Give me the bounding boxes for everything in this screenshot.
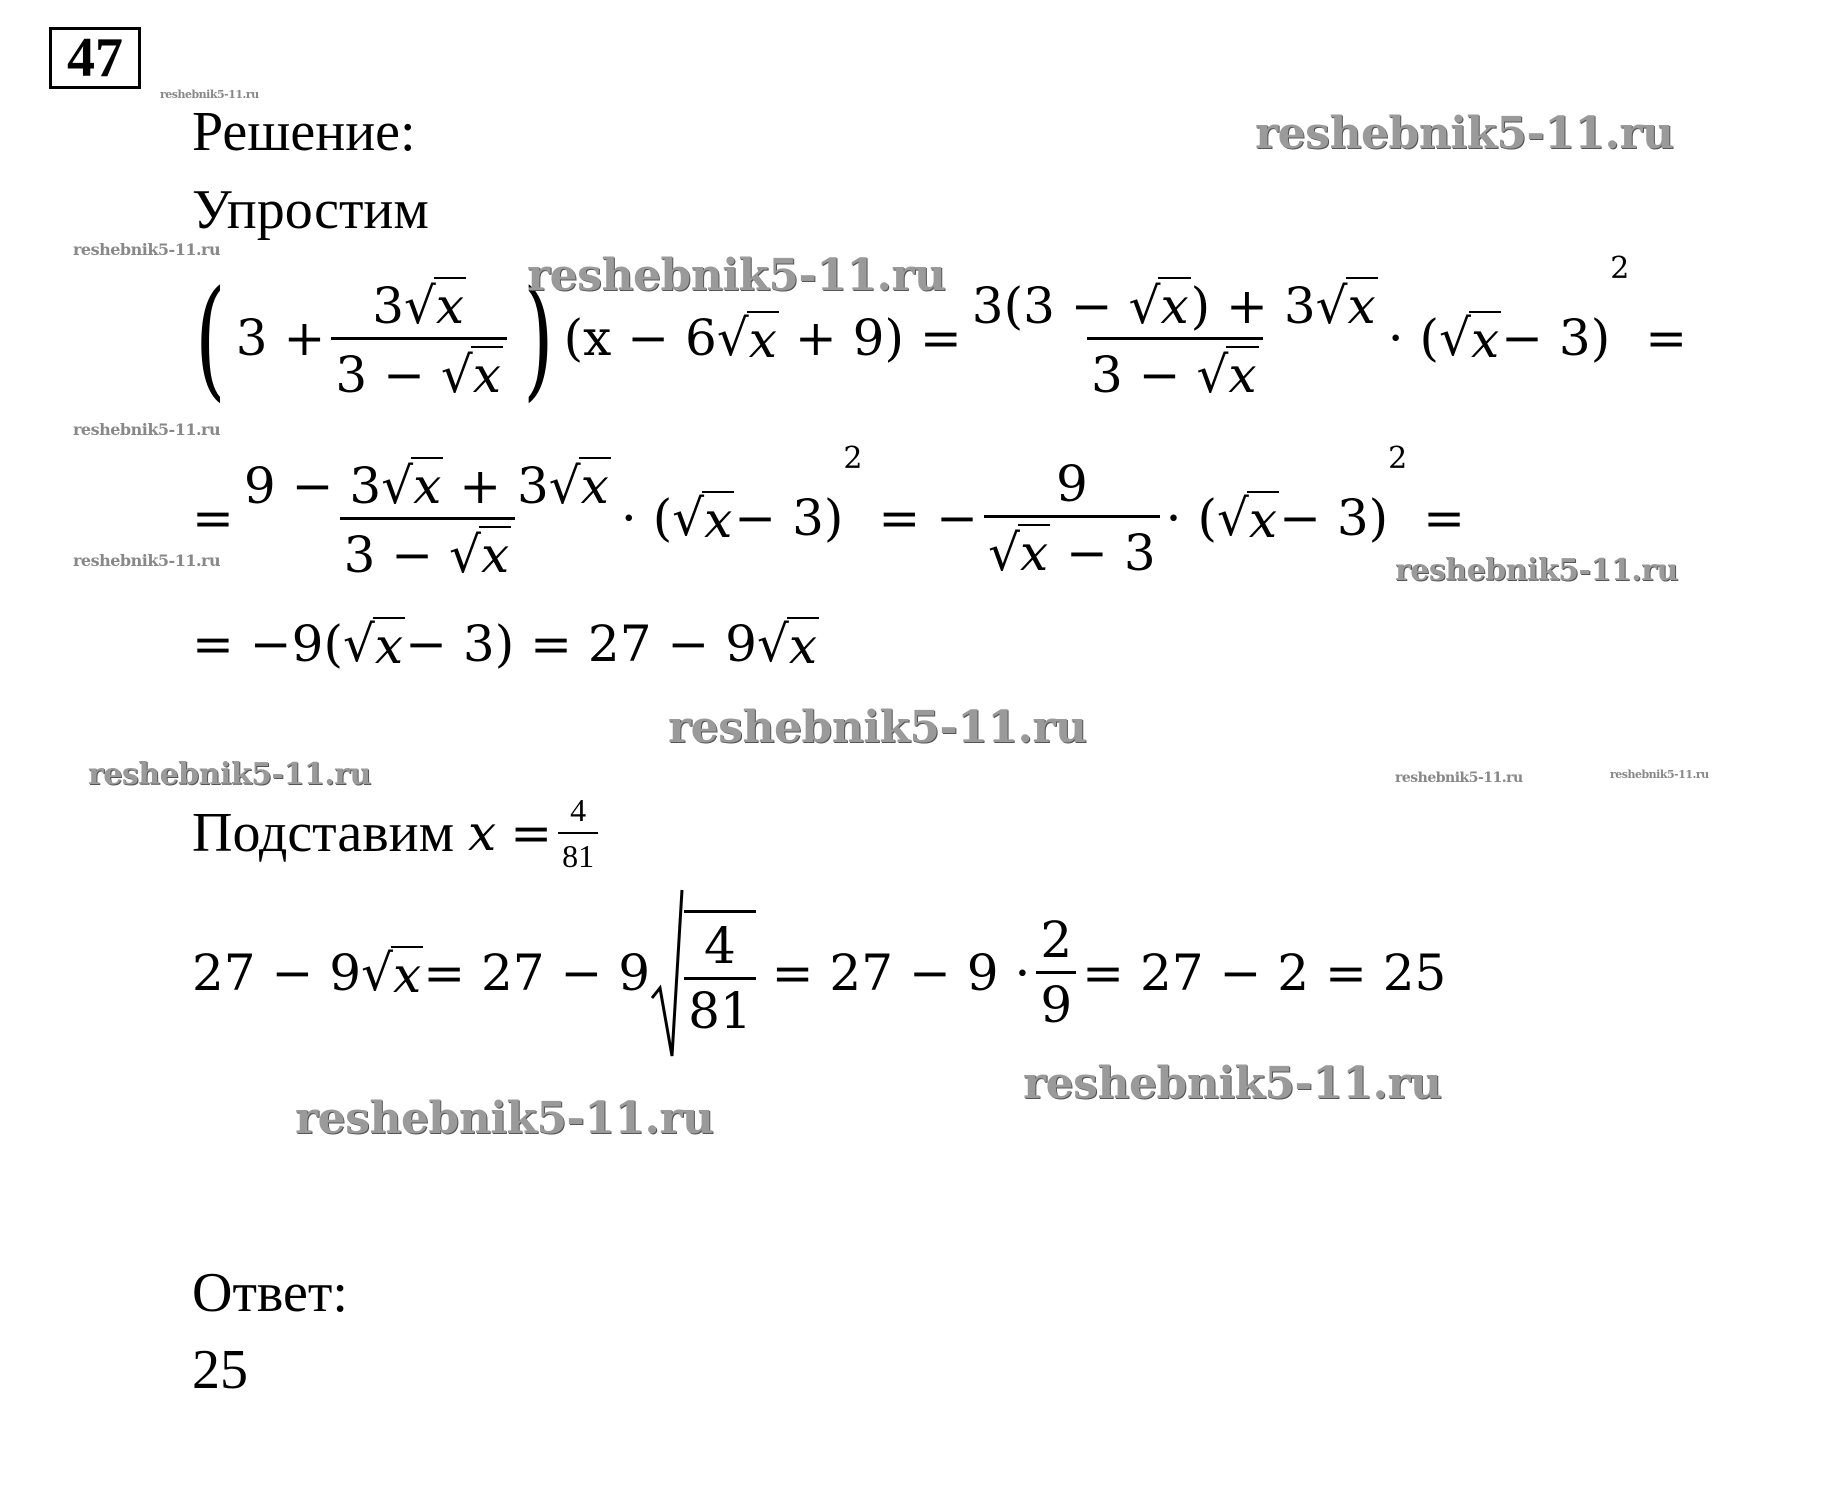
right-paren: ) [523, 262, 554, 414]
answer-heading: Ответ: [192, 1262, 348, 1324]
problem-number-box [49, 27, 141, 89]
fraction: $\frac{4}{81}$ [684, 910, 756, 1036]
watermark: reshebnik5-11.ru [73, 420, 221, 439]
simplify-heading: Упростим [192, 179, 429, 241]
watermark: reshebnik5-11.ru [160, 88, 259, 101]
problem-number: 47 [67, 27, 123, 89]
substitution-line: Подставим x = $\frac{4}{81}$ [192, 793, 604, 873]
watermark: reshebnik5-11.ru [295, 1093, 714, 1144]
watermark: reshebnik5-11.ru [73, 240, 221, 259]
fraction: 9 √ x − 3 [984, 459, 1160, 578]
left-paren: ( [195, 262, 226, 414]
watermark: reshebnik5-11.ru [1395, 553, 1678, 588]
equation-line-3: = −9( √ x − 3) = 27 − 9 √ x [192, 615, 818, 675]
watermark: reshebnik5-11.ru [527, 250, 946, 301]
big-sqrt [650, 888, 756, 1058]
radical-sign-icon [650, 888, 684, 1058]
solution-heading: Решение: [192, 101, 416, 163]
answer-value: 25 [192, 1339, 248, 1401]
final-computation: 27 − 9 √ x = 27 − 9 $\frac{4}{81}$ = 27 − 9 · $\frac{2}{9}$ = 27 − 2 = 25 [192, 885, 1446, 1060]
fraction: 3 √ x 3 − √ x [331, 277, 507, 400]
watermark: reshebnik5-11.ru [1255, 108, 1674, 159]
watermark: reshebnik5-11.ru [668, 702, 1087, 753]
equation-line-2: = 9 − 3 √ x + 3 √ x 3 − √ x · ( √ x − 3) 2 = − 9 √ x − 3 · ( √ x − 3) 2 = [192, 441, 1466, 584]
watermark: reshebnik5-11.ru [1023, 1058, 1442, 1109]
watermark: reshebnik5-11.ru [1610, 768, 1709, 781]
watermark: reshebnik5-11.ru [88, 757, 371, 792]
watermark: reshebnik5-11.ru [73, 551, 221, 570]
substitution-fraction: $\frac{4}{81}$ [558, 794, 598, 872]
watermark: reshebnik5-11.ru [1395, 770, 1523, 786]
fraction: 3(3 − √ x ) + 3 √ x 3 − √ x [971, 276, 1376, 404]
fraction: 9 − 3 √ x + 3 √ x 3 − √ x [243, 456, 609, 584]
fraction: $\frac{2}{9}$ [1036, 915, 1076, 1030]
equation-line-1: ( 3 + 3 √ x 3 − √ x ) (x − 6 √ x + 9) = 3(3 − √ x ) + 3 √ x 3 − √ x · ( √ x − 3) 2 = [195, 251, 1688, 414]
